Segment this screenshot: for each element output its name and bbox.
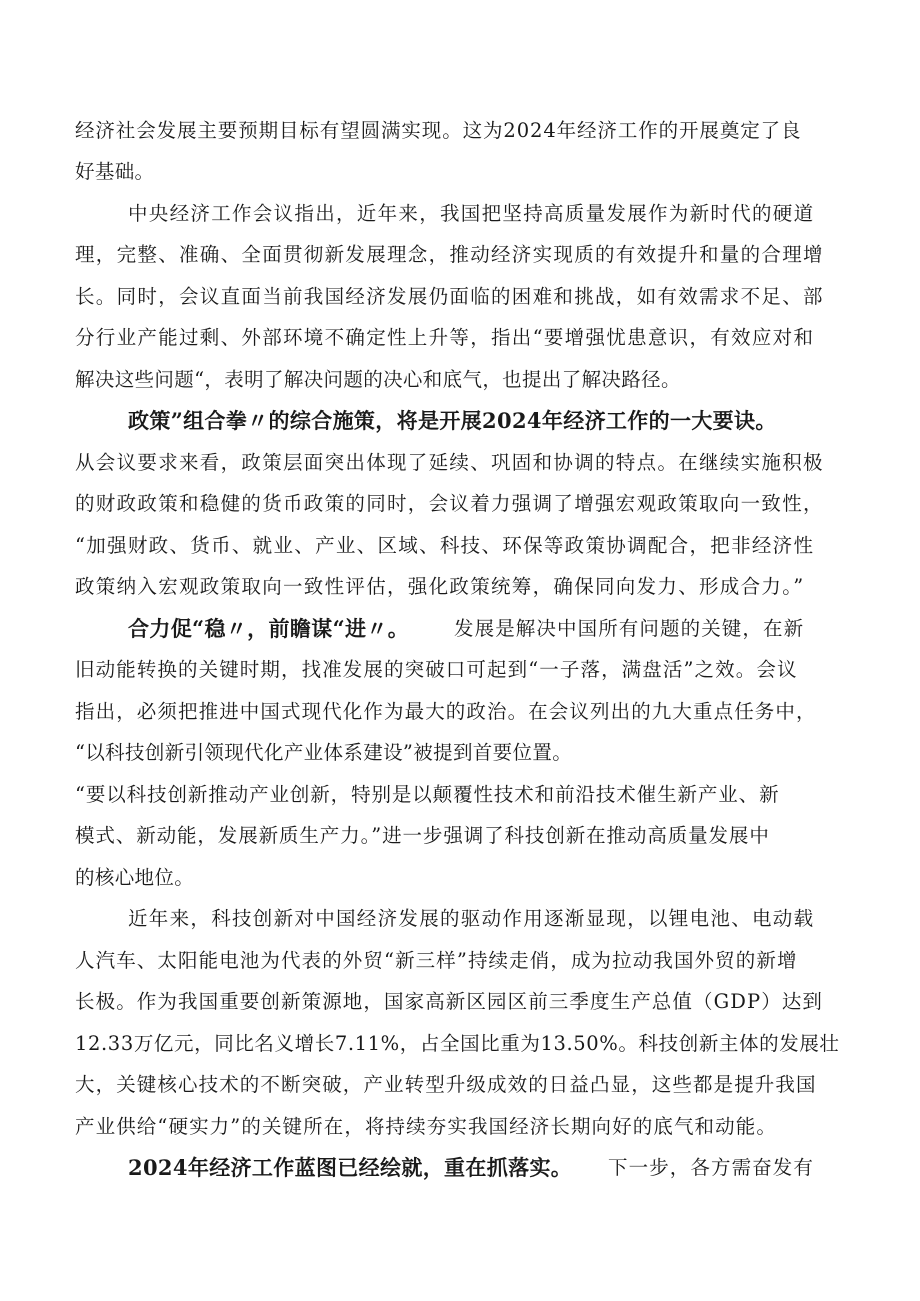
paragraph-line: 指出，必须把推进中国式现代化作为最大的政治。在会议列出的九大重点任务中， (75, 700, 817, 723)
paragraph-line: “要以科技创新推动产业创新，特别是以颠覆性技术和前沿技术催生新产业、新 (75, 783, 780, 806)
paragraph-line: 人汽车、太阳能电池为代表的外贸“新三样”持续走俏，成为拉动我国外贸的新增 (75, 949, 798, 972)
paragraph-line: 长。同时，会议直面当前我国经济发展仍面临的困难和挑战，如有效需求不足、部 (75, 285, 824, 308)
paragraph-line: 长极。作为我国重要创新策源地，国家高新区园区前三季度生产总值（GDP）达到 (75, 990, 824, 1013)
paragraph-line: 经济社会发展主要预期目标有望圆满实现。这为2024年经济工作的开展奠定了良 (75, 119, 802, 142)
section-heading: 政策”组合拳〃的综合施策，将是开展2024年经济工作的一大要诀。 (128, 408, 777, 433)
section-heading: 2024年经济工作蓝图已经绘就，重在抓落实。 (128, 1155, 573, 1180)
paragraph-line: 大，关键核心技术的不断突破，产业转型升级成效的日益凸显，这些都是提升我国 (75, 1073, 817, 1096)
paragraph-line: 旧动能转换的关键时期，找准发展的突破口可起到“一子落，满盘活”之效。会议 (75, 658, 798, 681)
paragraph-line: 12.33万亿元，同比名义增长7.11%，占全国比重为13.50%。科技创新主体的发展壮 (75, 1032, 840, 1055)
section-heading: 合力促“稳〃，前瞻谋“进〃。 (128, 616, 410, 641)
paragraph-line: 好基础。 (75, 160, 155, 183)
paragraph-line: 解决这些问题“，表明了解决问题的决心和底气，也提出了解决路径。 (75, 368, 681, 391)
paragraph-line: 产业供给“硬实力”的关键所在，将持续夯实我国经济长期向好的底气和动能。 (75, 1115, 777, 1138)
paragraph-line: 近年来，科技创新对中国经济发展的驱动作用逐渐显现，以锂电池、电动载 (128, 907, 815, 930)
paragraph-line: 的财政政策和稳健的货币政策的同时，会议着力强调了增强宏观政策取向一致性， (75, 492, 824, 515)
paragraph-line: 下一步，各方需奋发有 (608, 1156, 815, 1179)
paragraph-line: 中央经济工作会议指出，近年来，我国把坚持高质量发展作为新时代的硬道 (128, 202, 815, 225)
paragraph-line: 政策纳入宏观政策取向一致性评估，强化政策统筹，确保同向发力、形成合力。” (75, 575, 805, 598)
paragraph-line: 理，完整、准确、全面贯彻新发展理念，推动经济实现质的有效提升和量的合理增 (75, 243, 824, 266)
paragraph-line: “以科技创新引领现代化产业体系建设”被提到首要位置。 (75, 741, 573, 764)
paragraph-line: 从会议要求来看，政策层面突出体现了延续、巩固和协调的特点。在继续实施积极 (75, 451, 824, 474)
paragraph-line: 分行业产能过剩、外部环境不确定性上升等，指出“要增强忧患意识，有效应对和 (75, 326, 815, 349)
paragraph-line: 的核心地位。 (75, 866, 195, 889)
paragraph-line: 模式、新动能，发展新质生产力。”进一步强调了科技创新在推动高质量发展中 (75, 824, 770, 847)
paragraph-line: 发展是解决中国所有问题的关键，在新 (454, 617, 805, 640)
paragraph-line: “加强财政、货币、就业、产业、区域、科技、环保等政策协调配合，把非经济性 (75, 534, 815, 557)
